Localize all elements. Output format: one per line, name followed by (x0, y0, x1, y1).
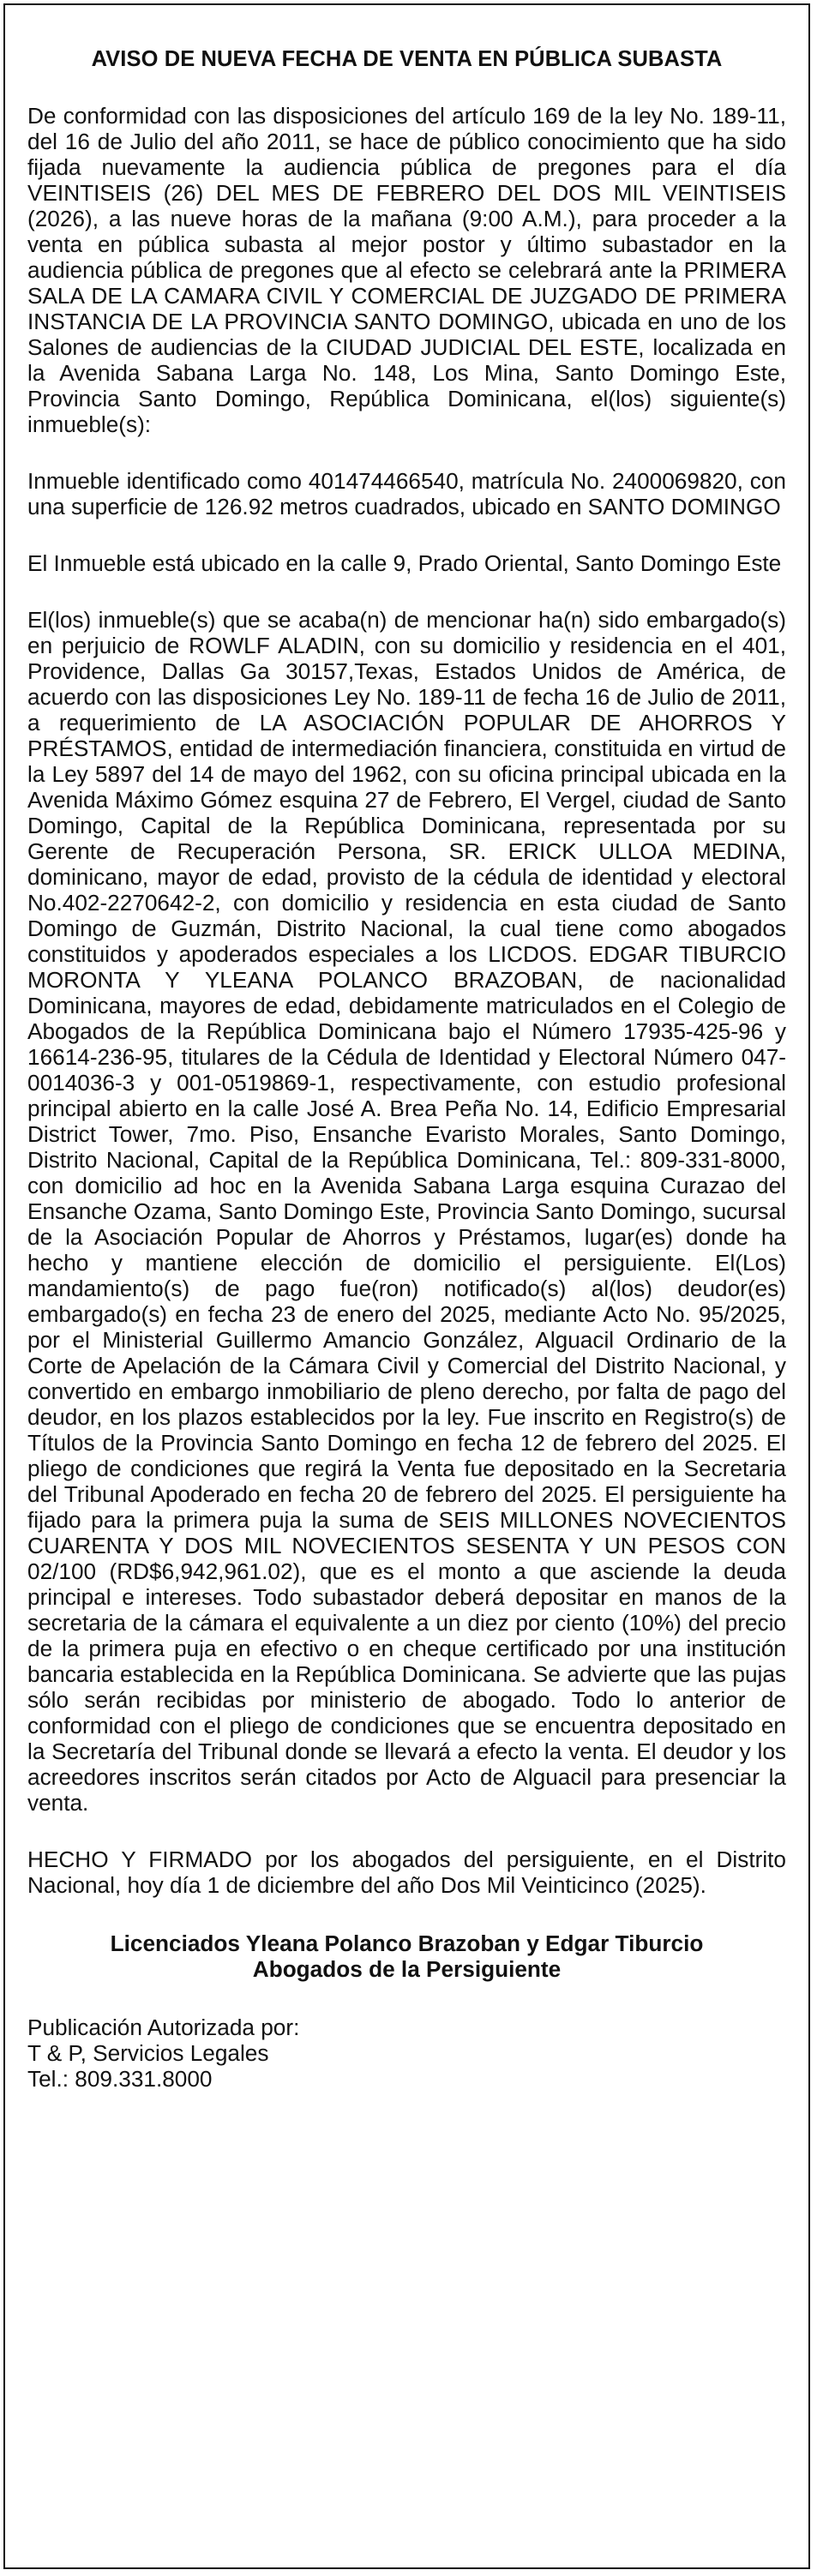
paragraph-property-id: Inmueble identificado como 401474466540, matrícula No. 2400069820, con una superficie de 126.92 metros cuadrados, ubicado en SANTO DOMINGO (27, 468, 786, 519)
publication-block (27, 2015, 786, 2092)
notice-title: AVISO DE NUEVA FECHA DE VENTA EN PÚBLICA SUBASTA (91, 47, 723, 71)
signature-role: Abogados de la Persiguiente (252, 1956, 562, 1982)
publication-phone: Tel.: 809.331.8000 (27, 2066, 213, 2092)
signature-block (27, 1930, 786, 1982)
legal-notice (3, 3, 810, 2569)
paragraph-property-location: El Inmueble está ubicado en la calle 9, Prado Oriental, Santo Domingo Este (27, 550, 782, 576)
paragraph-seizure-details: El(los) inmueble(s) que se acaba(n) de mencionar ha(n) sido embargado(s) en perjuicio de ROWLF ALADIN, con su domicilio y residencia en el 401, Providence, Dallas Ga 30157,Texas, Estados Unidos de América, de acuerdo con las disposiciones Ley No. 189-11 de fecha 16 de Julio de 2011, a requerimiento de LA ASOCIACIÓN POPULAR DE AHORROS Y PRÉSTAMOS, entidad de intermediación financiera, constituida en virtud de la Ley 5897 del 14 de mayo del 1962, con su oficina principal ubicada en la Avenida Máximo Gómez esquina 27 de Febrero, El Vergel, ciudad de Santo Domingo, Capital de la República Dominicana, representada por su Gerente de Recuperación Persona, SR. ERICK ULLOA MEDINA, dominicano, mayor de edad, provisto de la cédula de identidad y electoral No.402-2270642-2, con domicilio y residencia en esta ciudad de Santo Domingo de Guzmán, Distrito Nacional, la cual tiene como abogados constituidos y apoderados especiales a los LICDOS. EDGAR TIBURCIO MORONTA Y YLEANA POLANCO BRAZOBAN, de nacionalidad Dominicana, mayores de edad, debidamente matriculados en el Colegio de Abogados de la República Dominicana bajo el Número 17935-425-96 y 16614-236-95, titulares de la Cédula de Identidad y Electoral Número 047-0014036-3 y 001-0519869-1, respectivamente, con estudio profesional principal abierto en la calle José A. Brea Peña No. 14, Edificio Empresarial District Tower, 7mo. Piso, Ensanche Evaristo Morales, Santo Domingo, Distrito Nacional, Capital de la República Dominicana, Tel.: 809-331-8000, con domicilio ad hoc en la Avenida Sabana Larga esquina Curazao del Ensanche Ozama, Santo Domingo Este, Provincia Santo Domingo, sucursal de la Asociación Popular de Ahorros y Préstamos, lugar(es) donde ha hecho y mantiene elección de domicilio el persiguiente. El(Los) mandamiento(s) de pago fue(ron) notificado(s) al(los) deudor(es) embargado(s) en fecha 23 de enero del 2025, mediante Acto No. 95/2025, por el Ministerial Guillermo Amancio González, Alguacil Ordinario de la Corte de Apelación de la Cámara Civil y Comercial del Distrito Nacional, y convertido en embargo inmobiliario de pleno derecho, por falta de pago del deudor, en los plazos establecidos por la ley. Fue inscrito en Registro(s) de Títulos de la Provincia Santo Domingo en fecha 12 de febrero del 2025. El pliego de condiciones que regirá la Venta fue depositado en la Secretaria del Tribunal Apoderado en fecha 20 de febrero del 2025. El persiguiente ha fijado para la primera puja la suma de SEIS MILLONES NOVECIENTOS CUARENTA Y DOS MIL NOVECIENTOS SESENTA Y UN PESOS CON 02/100 (RD$6,942,961.02), que es el monto a que asciende la deuda principal e intereses. Todo subastador deberá depositar en manos de la secretaria de la cámara el equivalente a un diez por ciento (10%) del precio de la primera puja en efectivo o en cheque certificado por una institución bancaria establecida en la República Dominicana. Se advierte que las pujas sólo serán recibidas por ministerio de abogado. Todo lo anterior de conformidad con el pliego de condiciones que se encuentra depositado en la Secretaría del Tribunal donde se llevará a efecto la venta. El deudor y los acreedores inscritos serán citados por Acto de Alguacil para presenciar la venta. (27, 607, 787, 1816)
publication-company: T & P, Servicios Legales (27, 2040, 269, 2066)
publication-authorized: Publicación Autorizada por: (27, 2015, 300, 2040)
paragraph-auction-date: De conformidad con las disposiciones del artículo 169 de la ley No. 189-11, del 16 de Julio del año 2011, se hace de público conocimiento que ha sido fijada nuevamente la audiencia pública de pregones para el día VEINTISEIS (26) DEL MES DE FEBRERO DEL DOS MIL VEINTISEIS (2026), a las nueve horas de la mañana (9:00 A.M.), para proceder a la venta en pública subasta al mejor postor y último subastador en la audiencia pública de pregones que al efecto se celebrará ante la PRIMERA SALA DE LA CAMARA CIVIL Y COMERCIAL DE JUZGADO DE PRIMERA INSTANCIA DE LA PROVINCIA SANTO DOMINGO, ubicada en uno de los Salones de audiencias de la CIUDAD JUDICIAL DEL ESTE, localizada en la Avenida Sabana Larga No. 148, Los Mina, Santo Domingo Este, Provincia Santo Domingo, República Dominicana, el(los) siguiente(s) inmueble(s): (27, 103, 786, 437)
paragraph-signed: HECHO Y FIRMADO por los abogados del persiguiente, en el Distrito Nacional, hoy día 1 de diciembre del año Dos Mil Veinticinco (2025). (27, 1846, 786, 1898)
signature-names: Licenciados Yleana Polanco Brazoban y Edgar Tiburcio (110, 1930, 704, 1956)
